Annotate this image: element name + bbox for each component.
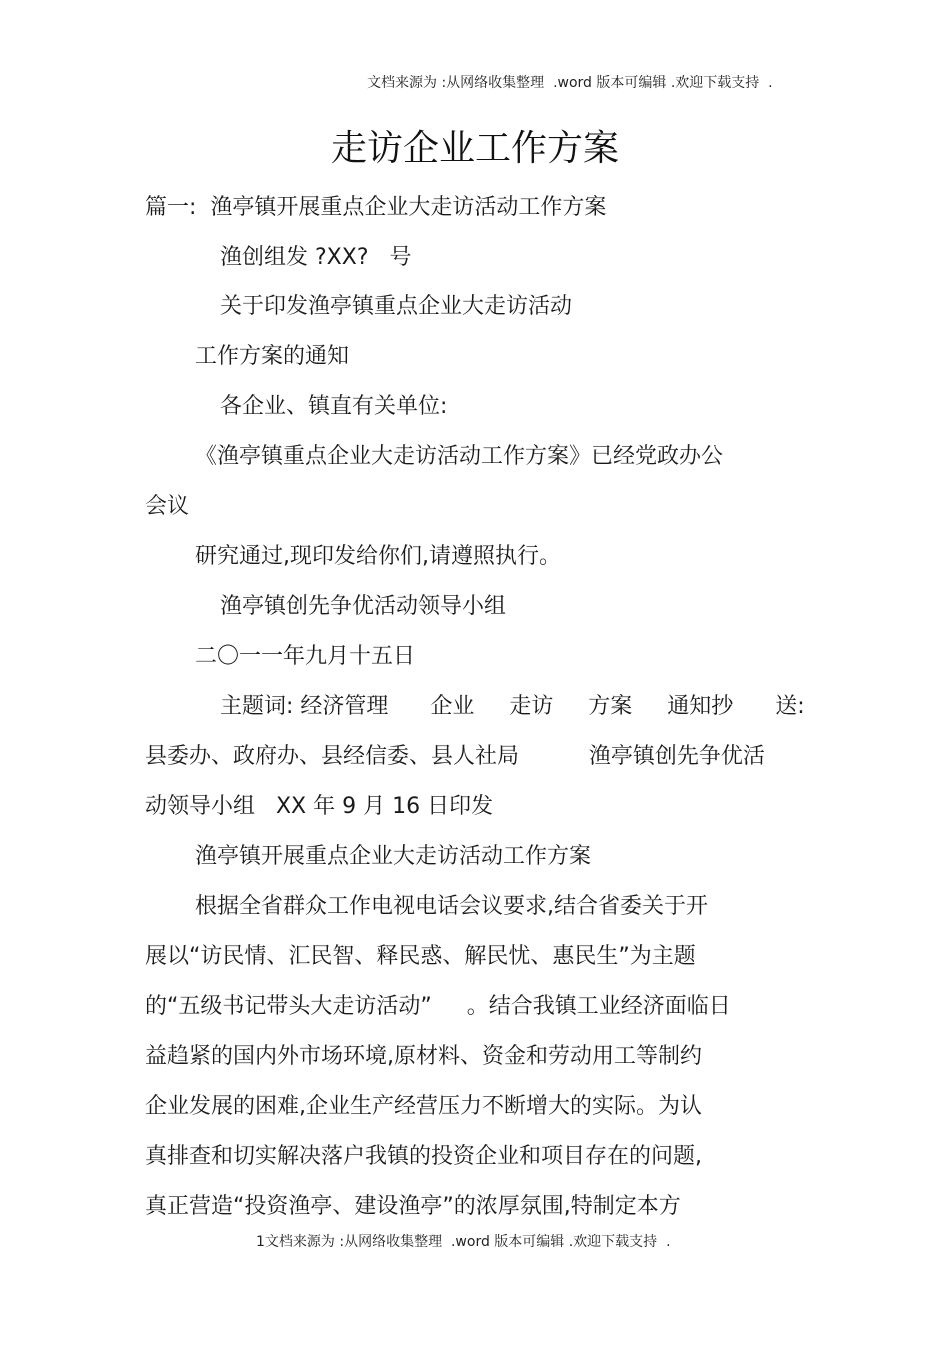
page-header: 文档来源为 :从网络收集整理 .word 版本可编辑 .欢迎下载支持 . [367,75,773,91]
body-line: 研究通过,现印发给你们,请遵照执行。 [195,544,561,569]
body-line: 主题词: 经济管理 企业 走访 方案 通知抄 送: [220,694,805,719]
body-line: 真正营造“投资渔亭、建设渔亭”的浓厚氛围,特制定本方 [145,1194,681,1219]
document-title: 走访企业工作方案 [330,128,619,169]
body-line: 会议 [145,494,190,519]
body-line: 县委办、政府办、县经信委、县人社局 渔亭镇创先争优活 [145,744,765,769]
body-line: 企业发展的困难,企业生产经营压力不断增大的实际。为认 [145,1094,702,1119]
body-line: 的“五级书记带头大走访活动” 。结合我镇工业经济面临日 [145,994,731,1019]
body-line: 二〇一一年九月十五日 [195,644,416,669]
page-footer: 1文档来源为 :从网络收集整理 .word 版本可编辑 .欢迎下载支持 . [256,1234,671,1250]
body-line: 《渔亭镇重点企业大走访活动工作方案》已经党政办公 [195,444,724,469]
body-line: 益趋紧的国内外市场环境,原材料、资金和劳动用工等制约 [145,1044,702,1069]
body-line: 根据全省群众工作电视电话会议要求,结合省委关于开 [195,894,708,919]
body-line: 渔亭镇创先争优活动领导小组 [220,594,507,619]
body-line: 渔创组发 ?XX? 号 [220,245,412,270]
body-line: 工作方案的通知 [195,344,350,369]
body-line: 各企业、镇直有关单位: [220,394,448,419]
body-line: 真排查和切实解决落户我镇的投资企业和项目存在的问题, [145,1144,702,1169]
body-line: 关于印发渔亭镇重点企业大走访活动 [220,294,573,319]
body-line: 动领导小组 XX 年 9 月 16 日印发 [145,794,494,819]
body-line: 篇一: 渔亭镇开展重点企业大走访活动工作方案 [145,195,607,220]
body-line: 渔亭镇开展重点企业大走访活动工作方案 [195,844,592,869]
body-line: 展以“访民情、汇民智、释民惑、解民忧、惠民生”为主题 [145,944,696,969]
